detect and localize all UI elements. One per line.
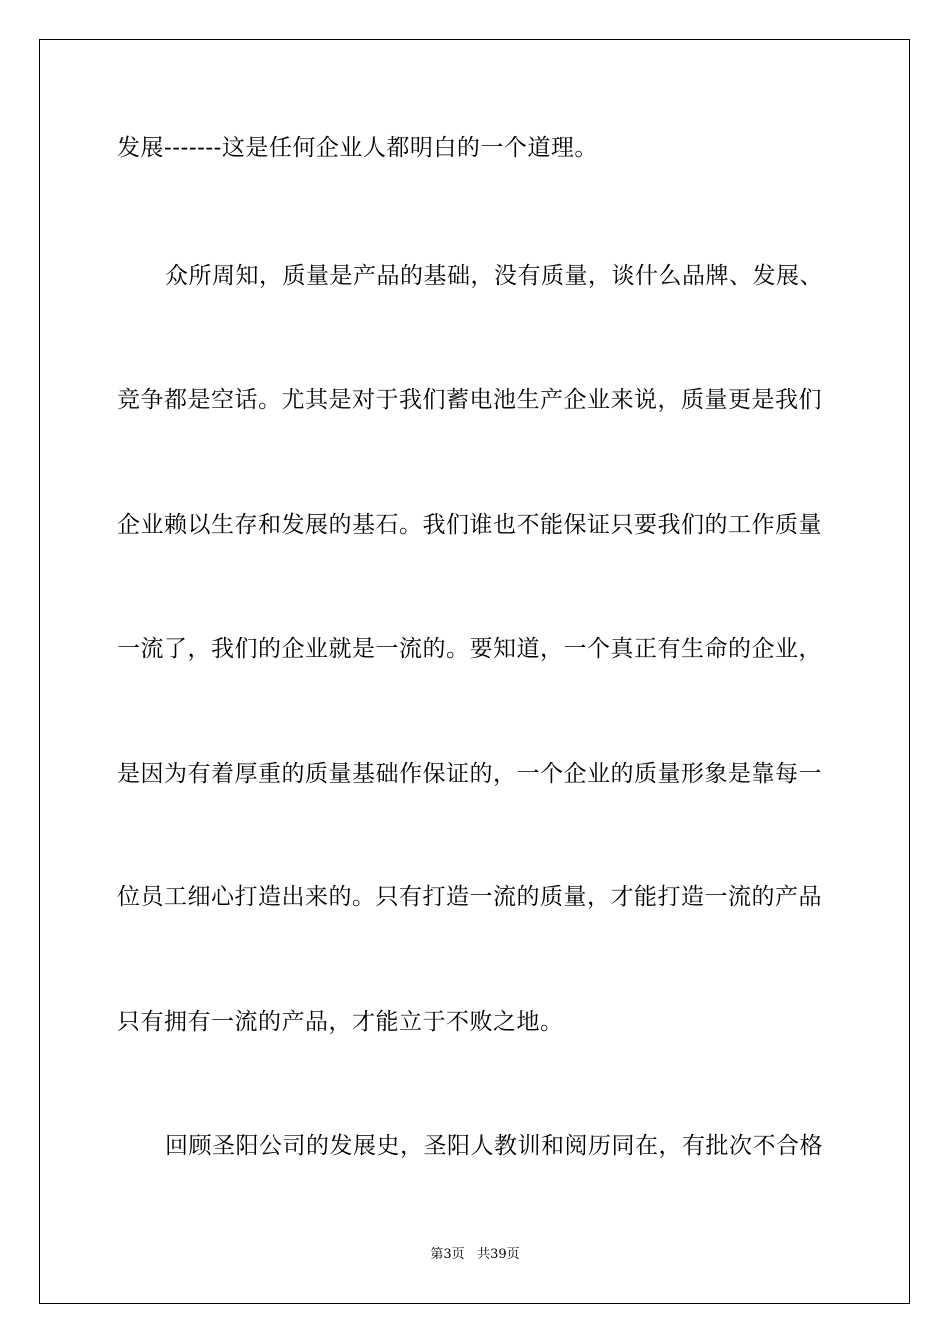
page-total: 共39页 bbox=[477, 1247, 520, 1262]
text-line-1: 发展-------这是任何企业人都明白的一个道理。 bbox=[117, 135, 598, 161]
text-line-6: 是因为有着厚重的质量基础作保证的，一个企业的质量形象是靠每一 bbox=[117, 761, 822, 787]
text-line-2: 众所周知，质量是产品的基础，没有质量，谈什么品牌、发展、 bbox=[165, 263, 823, 289]
text-line-5: 一流了，我们的企业就是一流的。要知道，一个真正有生命的企业， bbox=[117, 636, 822, 662]
text-line-7: 位员工细心打造出来的。只有打造一流的质量，才能打造一流的产品 bbox=[117, 884, 822, 910]
text-line-3: 竞争都是空话。尤其是对于我们蓄电池生产企业来说，质量更是我们 bbox=[117, 387, 822, 413]
text-line-9: 回顾圣阳公司的发展史，圣阳人教训和阅历同在，有批次不合格 bbox=[165, 1133, 823, 1159]
page-border bbox=[39, 39, 910, 1304]
text-line-8: 只有拥有一流的产品，才能立于不败之地。 bbox=[117, 1009, 564, 1035]
page-footer bbox=[0, 1246, 950, 1264]
page-number: 第3页 bbox=[430, 1247, 465, 1262]
text-line-4: 企业赖以生存和发展的基石。我们谁也不能保证只要我们的工作质量 bbox=[117, 512, 822, 538]
